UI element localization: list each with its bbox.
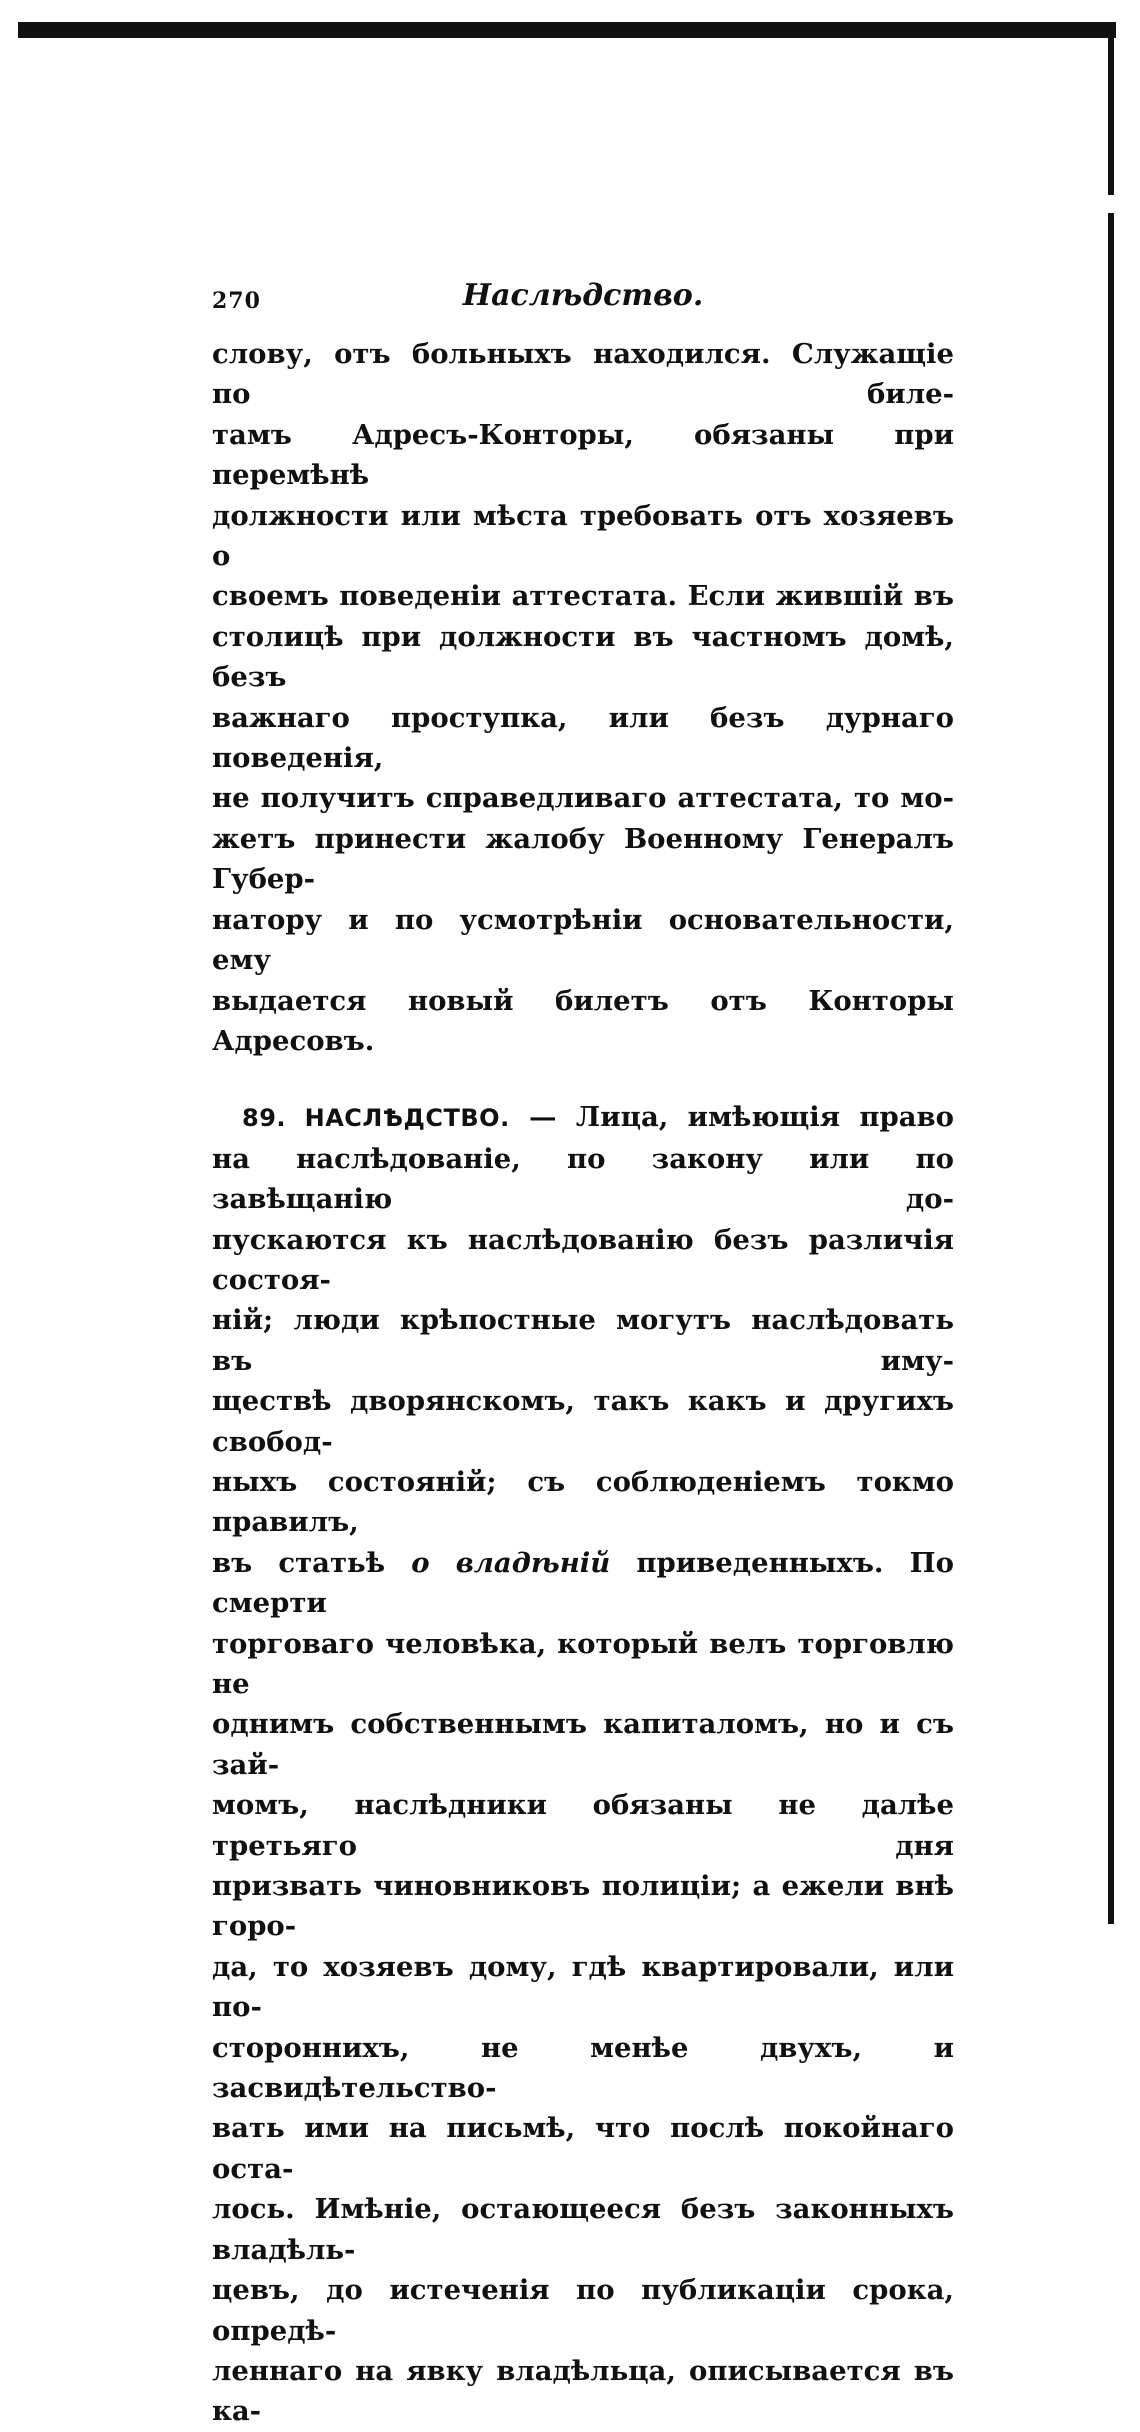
text-line: тамъ Адресъ-Конторы, обязаны при перемѣнѣ [212, 418, 954, 492]
text-line: ній; люди крѣпостные могутъ наслѣдовать въ иму- [212, 1304, 954, 1377]
text-span: — Лица, имѣющія право [509, 1101, 954, 1134]
text-line: должности или мѣста требовать отъ хозяевъ о [212, 499, 954, 573]
text-line: вать ими на письмѣ, что послѣ покойнаго оста- [212, 2112, 954, 2185]
text-span: въ статьѣ [212, 1546, 412, 1579]
text-line: леннаго на явку владѣльца, описывается въ ка- [212, 2354, 954, 2428]
text-line: торговаго человѣка, который велъ торговлю не [212, 1627, 954, 1700]
text-line: не получитъ справедливаго аттестата, то мо- [212, 782, 954, 815]
page-right-border-gap [1106, 195, 1116, 213]
section-heading: 89. НАСЛѢДСТВО. [242, 1104, 510, 1133]
text-line: призвать чиновниковъ полиціи; а ежели внѣ горо- [212, 1870, 954, 1943]
text-line: жетъ принести жалобу Военному Генералъ Губер- [212, 822, 954, 896]
text-span: приведенныхъ. По смерти [212, 1546, 954, 1620]
page-right-border [1108, 34, 1114, 1924]
paragraph-spacer [212, 1061, 954, 1097]
text-line: момъ, наслѣдники обязаны не далѣе третьяго дня [212, 1789, 954, 1862]
text-line: важнаго проступка, или безъ дурнаго поведенія, [212, 701, 954, 775]
text-line: пускаются къ наслѣдованію безъ различія состоя- [212, 1223, 954, 1296]
italic-reference: о владѣній [411, 1546, 611, 1579]
text-line [212, 1097, 954, 1138]
book-page [212, 272, 954, 2432]
page-number: 270 [212, 288, 261, 314]
paragraph-continuation [212, 334, 954, 1061]
paragraph-inheritance [212, 1097, 954, 2431]
text-line: на наслѣдованіе, по закону или по завѣщанію до- [212, 1142, 954, 1216]
page-top-border [18, 22, 1116, 38]
text-line: однимъ собственнымъ капиталомъ, но и съ зай- [212, 1708, 954, 1781]
running-head [212, 272, 954, 320]
text-line: слову, отъ больныхъ находился. Служащіе по биле- [212, 338, 954, 411]
text-line: столицѣ при должности въ частномъ домѣ, безъ [212, 620, 954, 694]
text-line [212, 1543, 954, 1624]
text-line: цевъ, до истеченія по публикаціи срока, опредѣ- [212, 2274, 954, 2347]
text-line: ныхъ состояній; съ соблюденіемъ токмо правилъ, [212, 1465, 954, 1539]
text-line: стороннихъ, не менѣе двухъ, и засвидѣтельство- [212, 2031, 954, 2105]
text-line: выдается новый билетъ отъ Конторы Адресовъ. [212, 984, 954, 1057]
text-line: да, то хозяевъ дому, гдѣ квартировали, или по- [212, 1950, 954, 2024]
text-line: лось. Имѣніе, остающееся безъ законныхъ владѣль- [212, 2193, 954, 2266]
text-line: своемъ поведеніи аттестата. Если жившій въ [212, 580, 954, 613]
text-line: ществѣ дворянскомъ, такъ какъ и другихъ свобод- [212, 1385, 954, 1458]
text-line: натору и по усмотрѣніи основательности, ему [212, 903, 954, 977]
running-title: Наслѣдство. [462, 278, 704, 313]
